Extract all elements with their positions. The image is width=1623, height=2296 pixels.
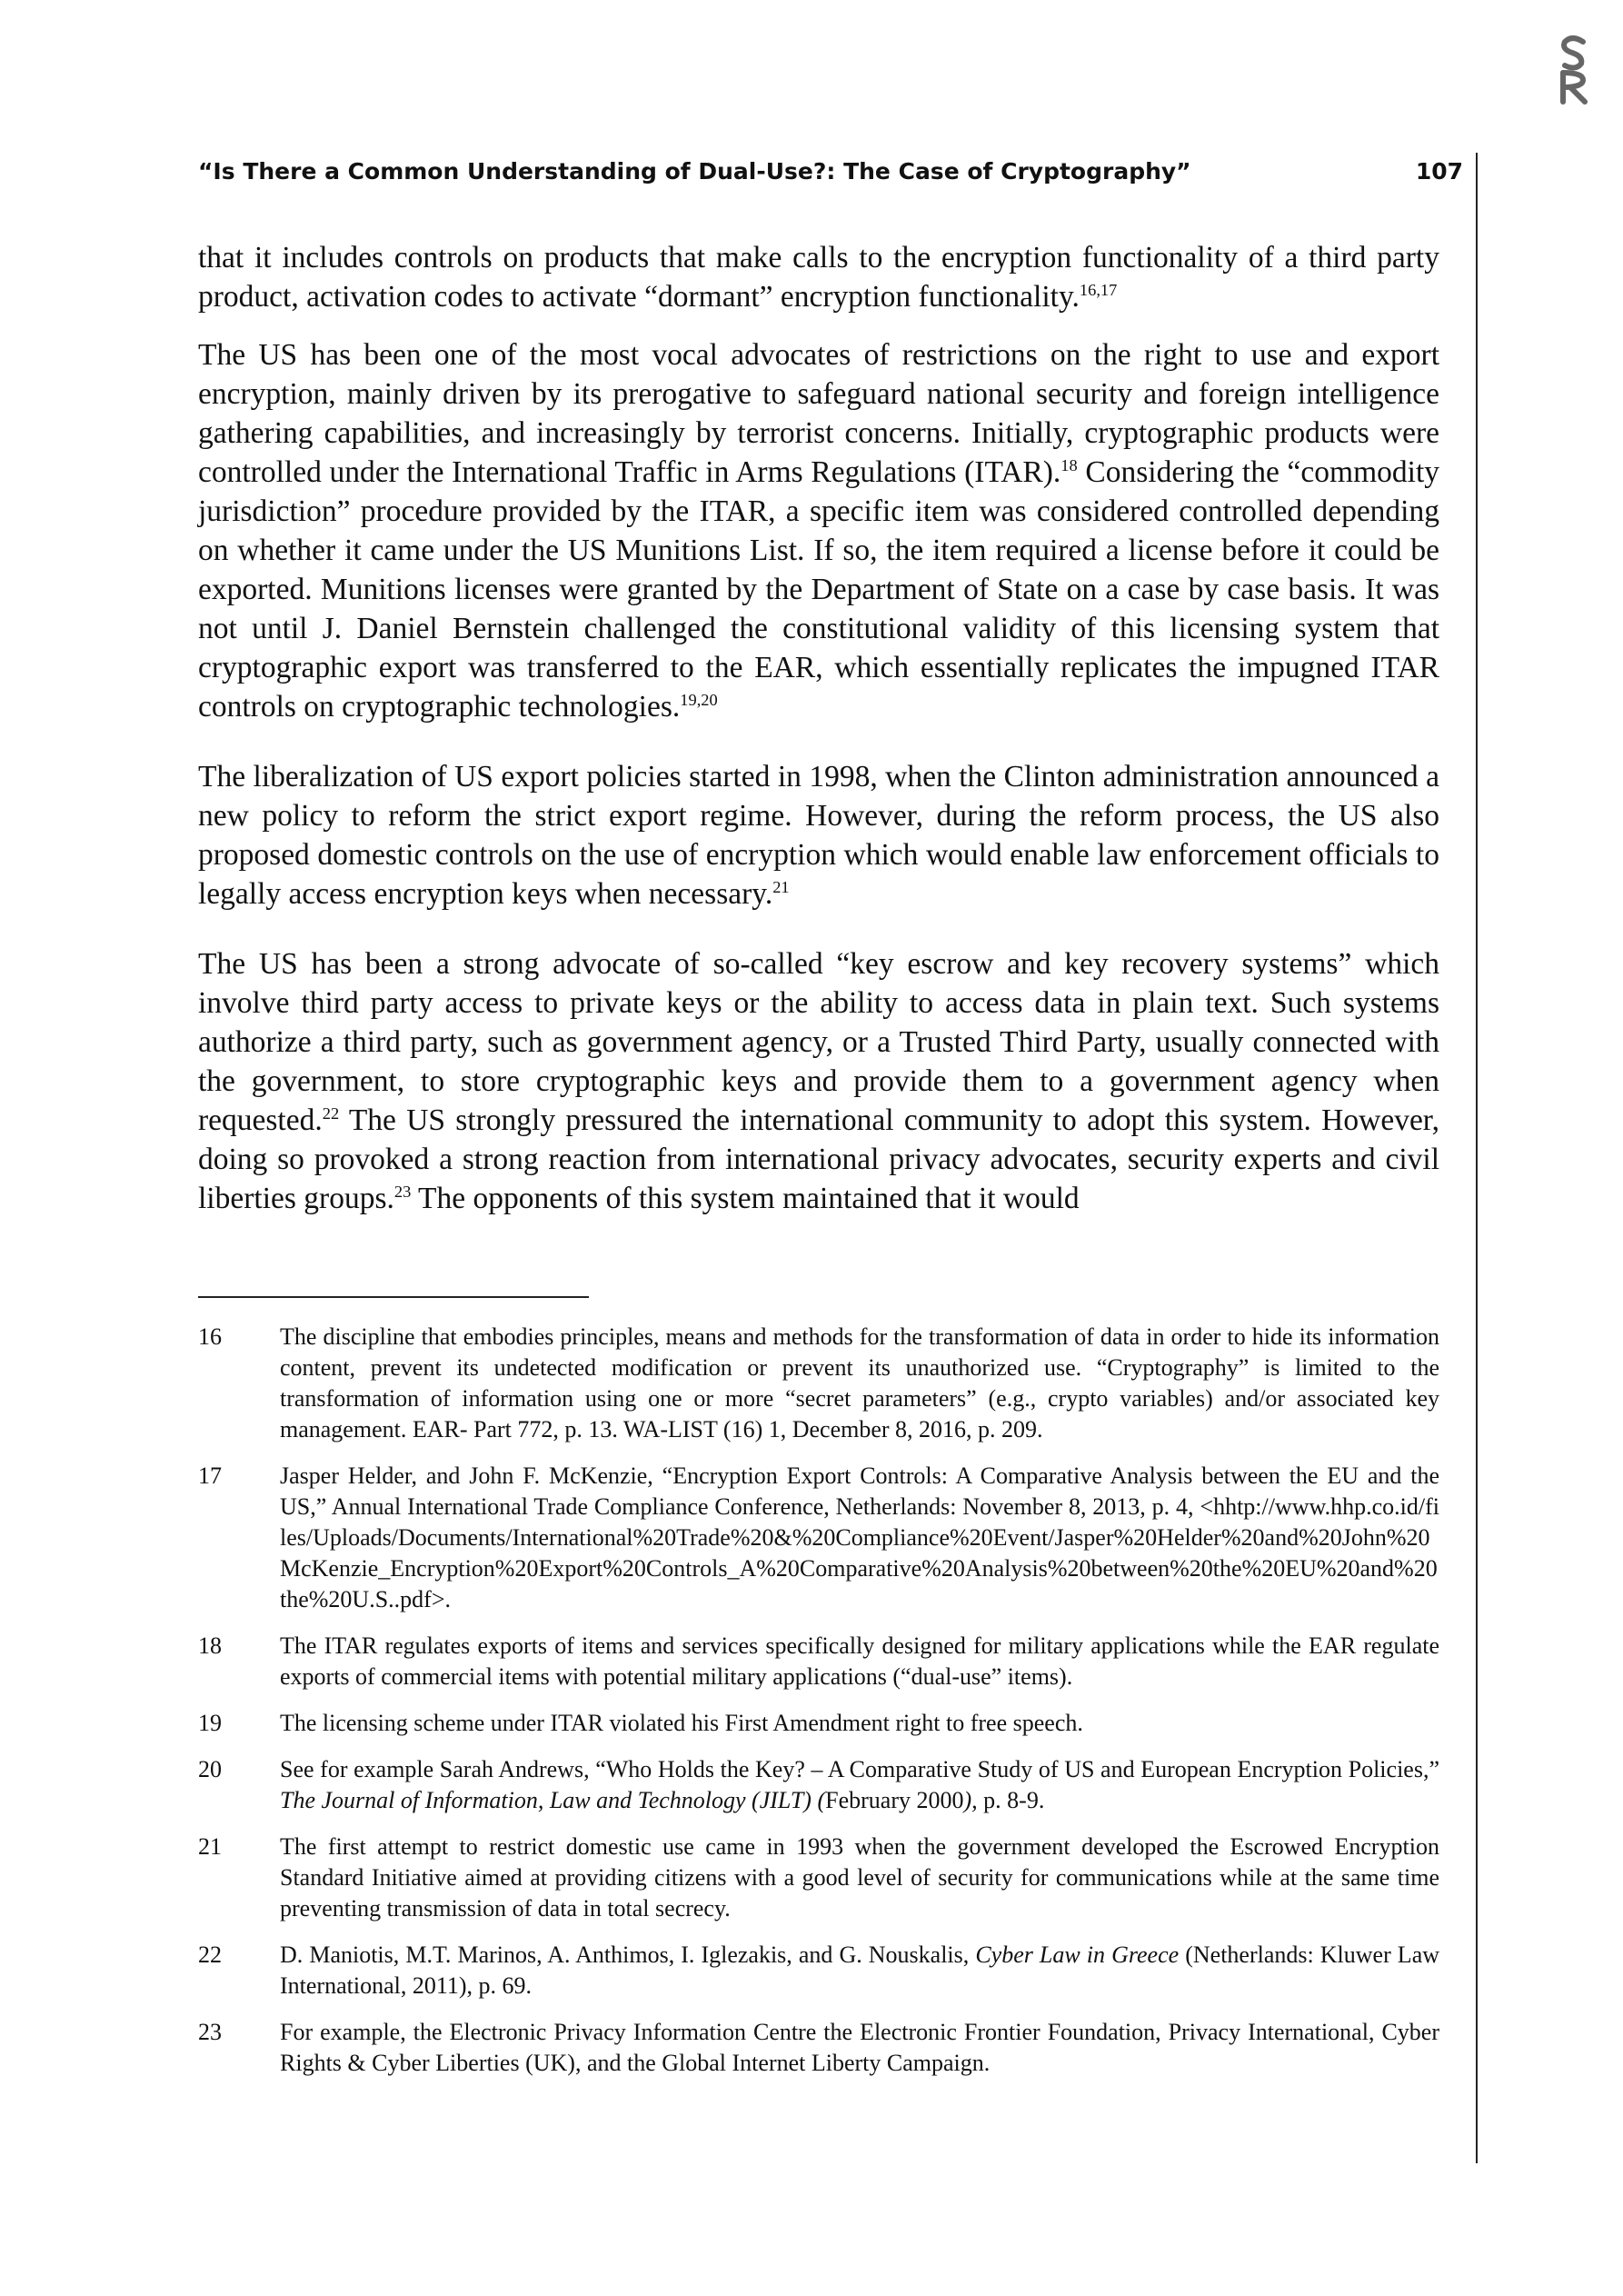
footnote-text: For example, the Electronic Privacy Information Centre the Electronic Frontier Foundation, Privacy International, Cyber Rights & Cyber Liberties (UK), and the Global Internet Liberty Campaign.	[280, 2019, 1439, 2076]
main-body-text	[198, 238, 1439, 1237]
footnote-17	[198, 1461, 1439, 1615]
footnote-19	[198, 1708, 1439, 1739]
footnote-ref[interactable]: 22	[322, 1103, 340, 1123]
footnote-number: 16	[198, 1323, 222, 1350]
footnote-number: 23	[198, 2019, 222, 2045]
footnote-ref[interactable]: 18	[1060, 455, 1078, 474]
footnote-number: 17	[198, 1462, 222, 1489]
page-number: 107	[1415, 158, 1463, 185]
footnote-number: 22	[198, 1942, 222, 1968]
footnote-text: Jasper Helder, and John F. McKenzie, “Encryption Export Controls: A Comparative Analysis between the EU and the US,” Annual International Trade Compliance Conference, Netherlands: November 8, 2013, p. 4, <hhtp://www.hhp.co.id/files/Uploads/Documents/International%20Trade%20&%20Compliance%20Event/Jasper%20Helder%20and%20John%20McKenzie_Encryption%20Export%20Controls_A%20Comparative%20Analysis%20between%20the%20EU%20and%20the%20U.S..pdf>.	[280, 1462, 1439, 1612]
footnote-text: The first attempt to restrict domestic use came in 1993 when the government developed the Escrowed Encryption Standard Initiative aimed at providing citizens with a good level of security for communications while at the same time preventing transmission of data in total secrecy.	[280, 1833, 1439, 1922]
footnote-20	[198, 1754, 1439, 1816]
footnote-number: 21	[198, 1833, 222, 1860]
footnote-number: 18	[198, 1632, 222, 1659]
footnote-ref[interactable]: 16,17	[1079, 280, 1118, 299]
margin-rule	[1476, 153, 1478, 2163]
footnotes	[198, 1322, 1439, 2094]
paragraph: The liberalization of US export policies started in 1998, when the Clinton administration announced a new policy to reform the strict export regime. However, during the reform process, the US also proposed domestic controls on the use of encryption which would enable law enforcement officials to legally access encryption keys when necessary.$^{21}$	[198, 760, 1439, 911]
footnote-23	[198, 2017, 1439, 2079]
footnote-text: The licensing scheme under ITAR violated his First Amendment right to free speech.	[280, 1710, 1083, 1736]
footnote-text: The discipline that embodies principles, means and methods for the transformation of data in order to hide its information content, prevent its undetected modification or prevent its unauthorized use. “Cryptography” is limited to the transformation of information using one or more “secret parameters” (e.g., crypto variables) and/or associated key management. EAR- Part 772, p. 13. WA-LIST (16) 1, December 8, 2016, p. 209.	[280, 1323, 1439, 1442]
footnote-ref[interactable]: 23	[393, 1182, 412, 1201]
footnote-text: D. Maniotis, M.T. Marinos, A. Anthimos, I. Iglezakis, and G. Nouskalis, Cyber Law in Greece (Netherlands: Kluwer Law International, 2011), p. 69.	[280, 1942, 1440, 1999]
footnote-text: See for example Sarah Andrews, “Who Holds the Key? – A Comparative Study of US and European Encryption Policies,” The Journal of Information, Law and Technology (JILT) (February 2000), p. 8-9.	[280, 1756, 1439, 1813]
footnote-ref[interactable]: 19,20	[680, 690, 718, 709]
footnote-16	[198, 1322, 1439, 1445]
footnote-number: 19	[198, 1710, 222, 1736]
journal-monogram-logo	[1556, 33, 1592, 105]
footnote-separator	[198, 1296, 589, 1298]
paragraph: that it includes controls on products that make calls to the encryption functionality of a third party product, activation codes to activate “dormant” encryption functionality.$^{16,17}$	[198, 241, 1439, 314]
footnote-21	[198, 1832, 1439, 1924]
footnote-number: 20	[198, 1756, 222, 1782]
footnote-22	[198, 1940, 1439, 2002]
paragraph: The US has been one of the most vocal advocates of restrictions on the right to use and export encryption, mainly driven by its prerogative to safeguard national security and foreign intelligence gathering capabilities, and increasingly by terrorist concerns. Initially, cryptographic products were controlled under the International Traffic in Arms Regulations (ITAR).$^{18}$ Considering the “commodity jurisdiction” procedure provided by the ITAR, a specific item was considered controlled depending on whether it came under the US Munitions List. If so, the item required a license before it could be exported. Munitions licenses were granted by the Department of State on a case by case basis. It was not until J. Daniel Bernstein challenged the constitutional validity of this licensing system that cryptographic export was transferred to the EAR, which essentially replicates the impugned ITAR controls on cryptographic technologies.$^{19,20}$	[198, 338, 1439, 724]
running-title: “Is There a Common Understanding of Dual-Use?: The Case of Cryptography”	[198, 158, 1191, 185]
footnote-text: The ITAR regulates exports of items and services specifically designed for military applications while the EAR regulate exports of commercial items with potential military applications (“dual-use” items).	[280, 1632, 1439, 1690]
footnote-18	[198, 1631, 1439, 1692]
running-header	[198, 155, 1463, 191]
footnote-ref[interactable]: 21	[772, 877, 790, 896]
footnote-link[interactable]: <hhtp://www.hhp.co.id/files/Uploads/Documents/International%20Trade%20&%20Compliance%20Event/Jasper%20Helder%20and%20John%20McKenzie_Encryption%20Export%20Controls_A%20Comparative%20Analysis%20between%20the%20EU%20and%20the%20U.S..pdf>.	[280, 1493, 1439, 1612]
paragraph: The US has been a strong advocate of so-called “key escrow and key recovery systems” which involve third party access to private keys or the ability to access data in plain text. Such systems authorize a third party, such as government agency, or a Trusted Third Party, usually connected with the government, to store cryptographic keys and provide them to a government agency when requested.$^{22}$ The US strongly pressured the international community to adopt this system. However, doing so provoked a strong reaction from international privacy advocates, security experts and civil liberties groups.$^{23}$ The opponents of this system maintained that it would	[198, 947, 1439, 1215]
